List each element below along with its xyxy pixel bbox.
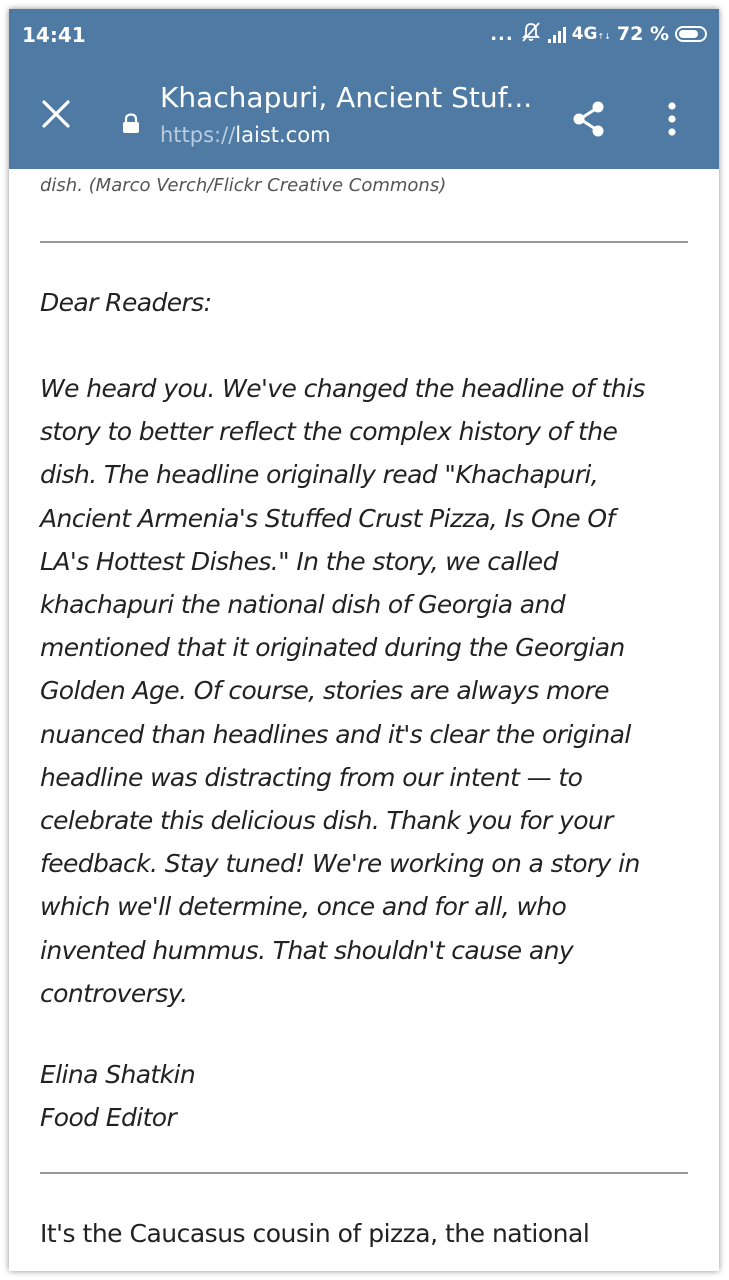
battery-icon xyxy=(675,26,707,42)
battery-percent: 72 % xyxy=(616,23,669,45)
custom-tab-toolbar xyxy=(9,69,719,169)
note-line: nuanced than headlines and it's clear the original xyxy=(40,719,631,749)
status-time: 14:41 xyxy=(22,23,86,47)
note-line: We heard you. We've changed the headline of this xyxy=(40,374,645,403)
divider-top xyxy=(40,241,688,243)
editor-note-greeting: Dear Readers: xyxy=(40,288,212,317)
note-line: controversy. xyxy=(40,978,188,1008)
note-line: which we'll determine, once and for all, who xyxy=(40,892,567,922)
more-vert-icon xyxy=(667,101,677,137)
url-host: laist.com xyxy=(235,123,331,147)
signature-name: Elina Shatkin xyxy=(40,1060,196,1089)
note-line: feedback. Stay tuned! We're working on a story in xyxy=(40,849,640,879)
phone-screen xyxy=(9,9,719,1271)
close-icon xyxy=(41,99,71,129)
status-bar xyxy=(9,9,719,59)
note-line: story to better reflect the complex history of the xyxy=(40,417,618,447)
editor-note-body xyxy=(40,367,688,1015)
share-button[interactable] xyxy=(567,97,611,141)
note-line: Golden Age. Of course, stories are always more xyxy=(40,676,609,706)
more-options-button[interactable] xyxy=(657,97,687,141)
note-line: invented hummus. That shouldn't cause any xyxy=(40,935,574,965)
note-line: mentioned that it originated during the Georgian xyxy=(40,633,625,663)
network-type: 4G↑↓ xyxy=(571,24,611,44)
bell-muted-icon xyxy=(520,21,542,48)
status-icons xyxy=(490,21,707,47)
signature-role: Food Editor xyxy=(40,1103,177,1132)
image-caption: dish. (Marco Verch/Flickr Creative Commons) xyxy=(40,175,447,196)
note-line: LA's Hottest Dishes." In the story, we called xyxy=(40,546,558,576)
url-scheme: https:// xyxy=(160,123,236,147)
notification-dots: ... xyxy=(490,24,514,45)
lock-icon xyxy=(119,111,143,135)
close-button[interactable] xyxy=(35,93,77,135)
note-line: celebrate this delicious dish. Thank you for your xyxy=(40,806,613,836)
note-line: khachapuri the national dish of Georgia and xyxy=(40,590,565,620)
article-content[interactable] xyxy=(9,169,719,1271)
article-body-paragraph: It's the Caucasus cousin of pizza, the national xyxy=(40,1219,590,1248)
browser-top-bar xyxy=(9,9,719,169)
note-line: Ancient Armenia's Stuffed Crust Pizza, Is One Of xyxy=(40,503,615,533)
note-line: dish. The headline originally read "Khachapuri, xyxy=(40,460,599,490)
page-url[interactable] xyxy=(160,123,331,147)
divider-bottom xyxy=(40,1172,688,1174)
note-line: headline was distracting from our intent — to xyxy=(40,762,583,792)
share-icon xyxy=(569,99,609,139)
signal-icon xyxy=(548,25,566,43)
page-title[interactable]: Khachapuri, Ancient Stuf... xyxy=(160,81,533,114)
